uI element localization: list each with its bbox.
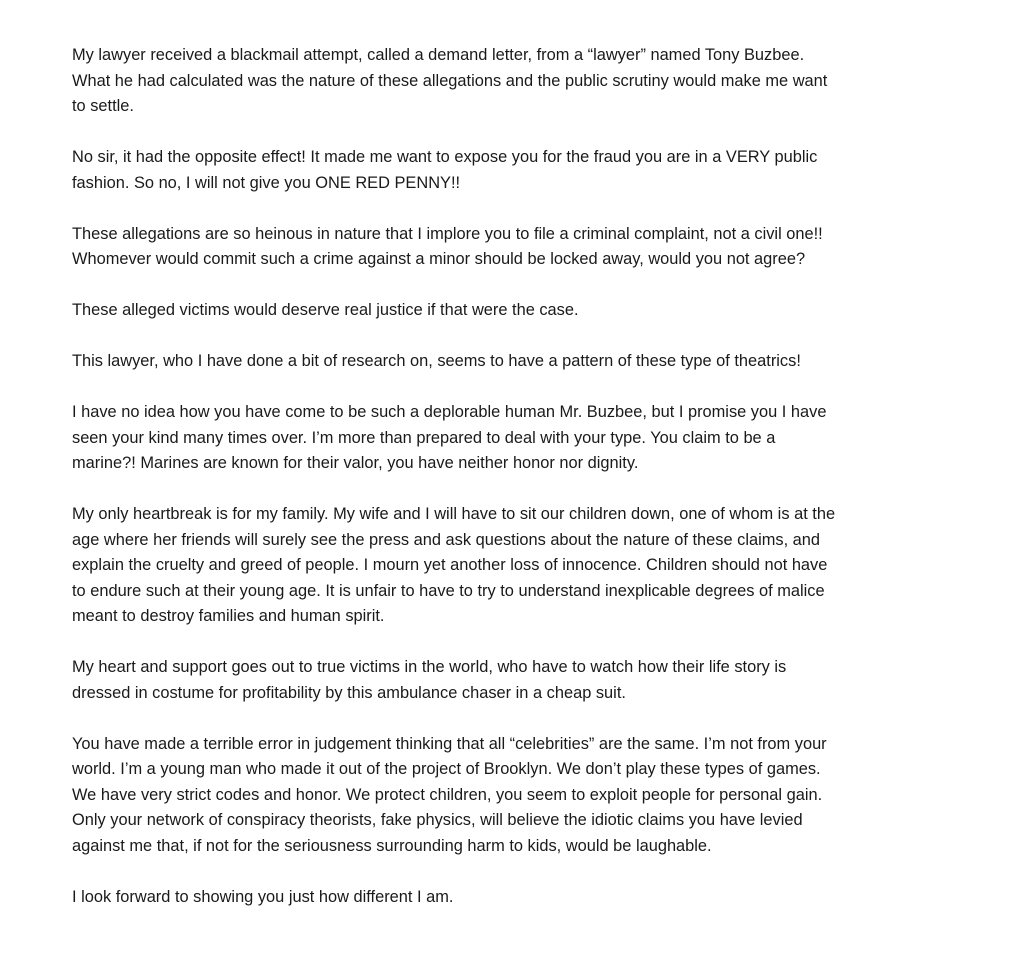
paragraph-family-heartbreak <box>72 502 972 630</box>
text-line: marine?! Marines are known for their valor, you have neither honor nor dignity. <box>72 454 639 472</box>
text-line: My only heartbreak is for my family. My wife and I will have to sit our children down, one of whom is at the <box>72 505 836 523</box>
text-line: No sir, it had the opposite effect! It made me want to expose you for the fraud you are in a VERY public <box>72 148 818 166</box>
text-line: My heart and support goes out to true victims in the world, who have to watch how their life story is <box>72 658 787 676</box>
letter-document <box>72 43 972 936</box>
text-line: against me that, if not for the seriousness surrounding harm to kids, would be laughable. <box>72 836 712 855</box>
paragraph-real-justice <box>72 298 972 324</box>
text-line: I look forward to showing you just how different I am. <box>72 887 454 906</box>
paragraph-closing <box>72 885 972 911</box>
text-line: to settle. <box>72 97 134 115</box>
paragraph-demand-letter <box>72 43 972 120</box>
paragraph-theatrics <box>72 349 972 375</box>
text-line: Only your network of conspiracy theorists, fake physics, will believe the idiotic claims you have levied <box>72 811 803 829</box>
paragraph-deplorable-human <box>72 400 972 477</box>
text-line: You have made a terrible error in judgement thinking that all “celebrities” are the same. I’m not from your <box>72 734 827 753</box>
text-line: age where her friends will surely see the press and ask questions about the nature of these claims, and <box>72 530 821 549</box>
paragraph-true-victims <box>72 655 972 706</box>
text-line: Whomever would commit such a crime against a minor should be locked away, would you not agree? <box>72 250 806 268</box>
paragraph-criminal-complaint <box>72 222 972 273</box>
text-line: These allegations are so heinous in nature that I implore you to file a criminal complaint, not a civil one!! <box>72 224 823 243</box>
text-line: I have no idea how you have come to be such a deplorable human Mr. Buzbee, but I promise you I have <box>72 403 827 421</box>
text-line: We have very strict codes and honor. We protect children, you seem to exploit people for personal gain. <box>72 785 823 804</box>
text-line: My lawyer received a blackmail attempt, called a demand letter, from a “lawyer” named Tony Buzbee. <box>72 46 805 64</box>
text-line: explain the cruelty and greed of people. I mourn yet another loss of innocence. Children should not have <box>72 556 828 574</box>
text-line: seen your kind many times over. I’m more than prepared to deal with your type. You claim to be a <box>72 428 776 447</box>
paragraph-opposite-effect <box>72 145 972 196</box>
text-line: to endure such at their young age. It is unfair to have to try to understand inexplicable degrees of malice <box>72 581 825 600</box>
text-line: meant to destroy families and human spirit. <box>72 607 385 625</box>
text-line: dressed in costume for profitability by this ambulance chaser in a cheap suit. <box>72 683 626 702</box>
text-line: What he had calculated was the nature of these allegations and the public scrutiny would make me want <box>72 71 828 90</box>
paragraph-celebrities <box>72 732 972 860</box>
text-line: This lawyer, who I have done a bit of research on, seems to have a pattern of these type of theatrics! <box>72 352 801 370</box>
text-line: These alleged victims would deserve real justice if that were the case. <box>72 301 579 319</box>
text-line: world. I’m a young man who made it out of the project of Brooklyn. We don’t play these types of games. <box>72 760 821 778</box>
text-line: fashion. So no, I will not give you ONE RED PENNY!! <box>72 173 461 192</box>
